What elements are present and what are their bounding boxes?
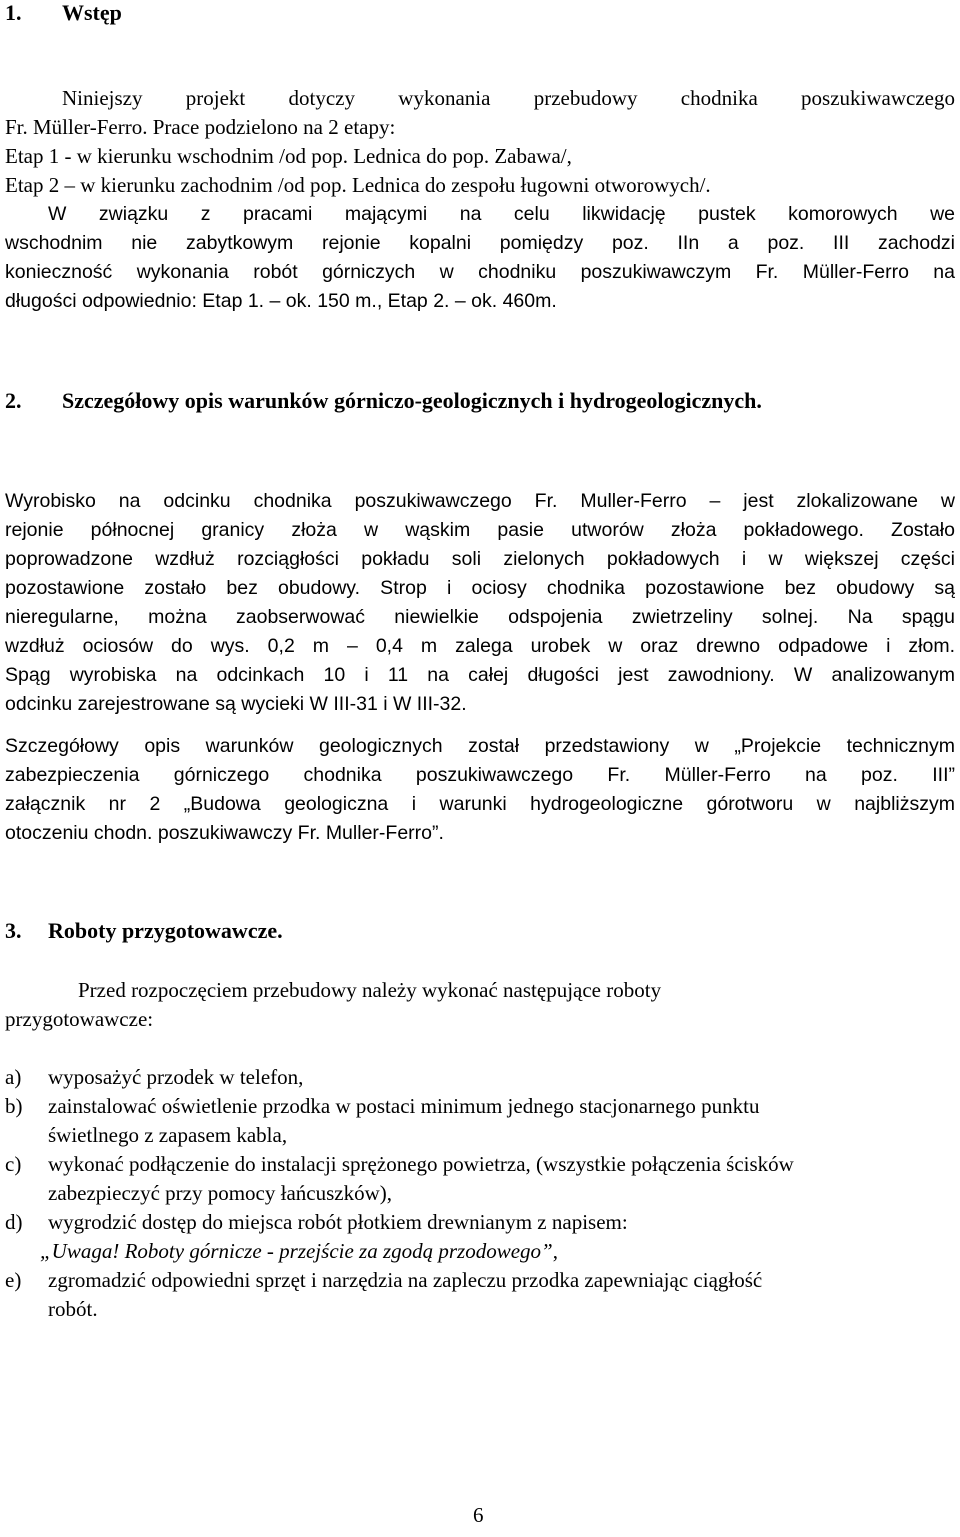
s2-p1-line-5: wzdłuż ociosów do wys. 0,2 m – 0,4 m zalega urobek w oraz drewno odpadowe i złom. [5, 635, 955, 657]
s2-p1-line-4: nieregularne, można zaobserwować niewielkie odspojenia zwietrzeliny solnej. Na spągu [5, 606, 955, 628]
s2-p1-line-1: rejonie północnej granicy złoża w wąskim pasie utworów złoża pokładowego. Zostało [5, 519, 955, 541]
s1-line-7: długości odpowiednio: Etap 1. – ok. 150 m., Etap 2. – ok. 460m. [5, 290, 557, 312]
list-item-a-line-0: wyposażyć przodek w telefon, [48, 1065, 304, 1089]
s2-p2-line-0: Szczegółowy opis warunków geologicznych został przedstawiony w „Projekcie technicznym [5, 735, 955, 757]
list-item-e-line-1: robót. [48, 1297, 98, 1321]
list-item-d-line-0: wygrodzić dostęp do miejsca robót płotkiem drewnianym z napisem: [48, 1210, 628, 1234]
s1-line-3: Etap 2 – w kierunku zachodnim /od pop. Lednica do zespołu ługowni otworowych/. [5, 173, 711, 197]
s1-line-6: konieczność wykonania robót górniczych w chodniku poszukiwawczym Fr. Müller-Ferro na [5, 261, 955, 283]
s2-p1-line-3: pozostawione zostało bez obudowy. Strop i ociosy chodnika pozostawione bez obudowy są [5, 577, 955, 599]
list-item-c-line-0: wykonać podłączenie do instalacji sprężonego powietrza, (wszystkie połączenia ścisków [48, 1152, 794, 1176]
section-1-number: 1. [5, 0, 22, 25]
s1-line-0: Niniejszy projekt dotyczy wykonania przebudowy chodnika poszukiwawczego [62, 86, 955, 110]
warning-sign-suffix: , [552, 1239, 558, 1263]
warning-sign-text: „Uwaga! Roboty górnicze - przejście za zgodą przodowego” [40, 1239, 553, 1263]
section-1-title: Wstęp [62, 0, 122, 25]
list-label-b: b) [5, 1094, 23, 1118]
s2-p2-line-1: zabezpieczenia górniczego chodnika poszukiwawczego Fr. Müller-Ferro na poz. III” [5, 764, 955, 786]
page-number: 6 [473, 1503, 484, 1527]
list-item-c-line-1: zabezpieczyć przy pomocy łańcuszków), [48, 1181, 392, 1205]
s1-line-2: Etap 1 - w kierunku wschodnim /od pop. Lednica do pop. Zabawa/, [5, 144, 572, 168]
list-label-d: d) [5, 1210, 23, 1234]
section-2-number: 2. [5, 388, 22, 413]
section-2-title: Szczegółowy opis warunków górniczo-geologicznych i hydrogeologicznych. [62, 388, 762, 413]
s2-p1-line-2: poprowadzone wzdłuż rozciągłości pokładu soli zielonych pokładowych i w większej części [5, 548, 955, 570]
list-label-c: c) [5, 1152, 22, 1176]
s3-intro-line-0: Przed rozpoczęciem przebudowy należy wykonać następujące roboty [78, 978, 662, 1002]
section-3-number: 3. [5, 918, 22, 943]
list-item-e-line-0: zgromadzić odpowiedni sprzęt i narzędzia na zapleczu przodka zapewniając ciągłość [48, 1268, 763, 1292]
section-3-title: Roboty przygotowawcze. [48, 918, 283, 943]
s1-line-1: Fr. Müller-Ferro. Prace podzielono na 2 etapy: [5, 115, 396, 139]
s1-line-5: wschodnim nie zabytkowym rejonie kopalni pomiędzy poz. IIn a poz. III zachodzi [5, 232, 955, 254]
list-label-e: e) [5, 1268, 22, 1292]
s2-p2-line-3: otoczeniu chodn. poszukiwawczy Fr. Muller-Ferro”. [5, 822, 444, 844]
s1-line-4: W związku z pracami mającymi na celu likwidację pustek komorowych we [48, 203, 955, 225]
s2-p1-line-6: Spąg wyrobiska na odcinkach 10 i 11 na całej długości jest zawodniony. W analizowanym [5, 664, 955, 686]
list-item-b-line-1: świetlnego z zapasem kabla, [48, 1123, 288, 1147]
list-label-a: a) [5, 1065, 22, 1089]
s2-p2-line-2: załącznik nr 2 „Budowa geologiczna i warunki hydrogeologiczne górotworu w najbliższym [5, 793, 955, 815]
list-item-d-warning [40, 1237, 558, 1265]
s2-p1-line-0: Wyrobisko na odcinku chodnika poszukiwawczego Fr. Muller-Ferro – jest zlokalizowane w [5, 490, 955, 512]
s2-p1-line-7: odcinku zarejestrowane są wycieki W III-31 i W III-32. [5, 693, 467, 715]
s3-intro-line-1: przygotowawcze: [5, 1007, 154, 1031]
list-item-b-line-0: zainstalować oświetlenie przodka w postaci minimum jednego stacjonarnego punktu [48, 1094, 760, 1118]
